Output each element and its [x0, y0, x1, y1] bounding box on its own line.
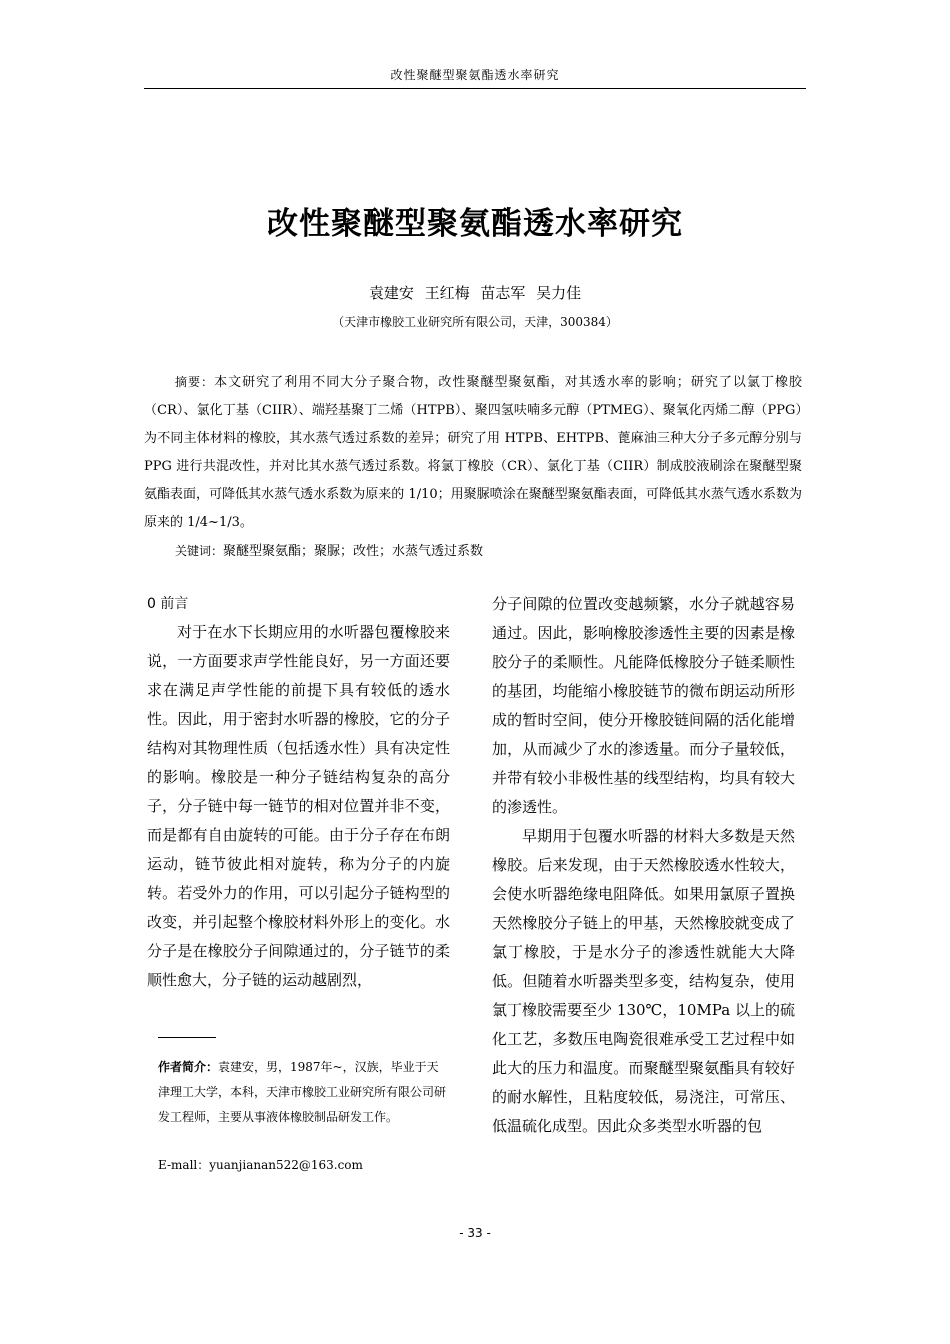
author-footnote: [158, 1055, 450, 1130]
section-heading: 0 前言: [147, 596, 189, 612]
body-paragraph: 分子间隙的位置改变越频繁，水分子就越容易通过。因此，影响橡胶渗透性主要的因素是橡胶分子的柔顺性。凡能降低橡胶分子链柔顺性的基团，均能缩小橡胶链节的微布朗运动所形成的暂时空间，使分开橡胶链间隔的活化能增加，从而减少了水的渗透量。而分子量较低，并带有较小非极性基的线型结构，均具有较大的渗透性。: [492, 595, 795, 816]
footnote-label: 作者简介：: [158, 1060, 219, 1074]
body-paragraph: 对于在水下长期应用的水听器包覆橡胶来说，一方面要求声学性能良好，另一方面还要求在满足声学性能的前提下具有较低的透水性。因此，用于密封水听器的橡胶，它的分子结构对其物理性质（包括透水性）具有决定性的影响。橡胶是一种分子链结构复杂的高分子，分子链中每一链节的相对位置并非不变，而是都有自由旋转的可能。由于分子存在布朗运动，链节彼此相对旋转，称为分子的内旋转。若受外力的作用，可以引起分子链构型的改变，并引起整个橡胶材料外形上的变化。水分子是在橡胶分子间隙通过的，分子链节的柔顺性愈大，分子链的运动越剧烈，: [147, 623, 450, 989]
body-paragraph: 早期用于包覆水听器的材料大多数是天然橡胶。后来发现，由于天然橡胶透水性较大，会使水听器绝缘电阻降低。如果用氯原子置换天然橡胶分子链上的甲基，天然橡胶就变成了氯丁橡胶，于是水分子的渗透性就能大大降低。但随着水听器类型多变，结构复杂，使用氯丁橡胶需要至少 130℃，10MPa 以上的硫化工艺，多数压电陶瓷很难承受工艺过程中如此大的压力和温度。而聚醚型聚氨酯具有较好的耐水解性，且粘度较低，易浇注，可常压、低温硫化成型。因此众多类型水听器的包: [492, 827, 795, 1135]
running-header: 改性聚醚型聚氨酯透水率研究: [390, 68, 560, 82]
footnote-text: 袁建安，男，1987年~，汉族，毕业于天津理工大学，本科，天津市橡胶工业研究所有限公司研发工程师，主要从事液体橡胶制品研发工作。: [158, 1060, 447, 1124]
keywords-text: 聚醚型聚氨酯；聚脲；改性；水蒸气透过系数: [223, 544, 484, 559]
author-email: E-mall：yuanjianan522@163.com: [158, 1158, 363, 1172]
header-rule: [144, 88, 806, 89]
abstract-label: 摘要：: [175, 375, 215, 389]
footnote-rule: [158, 1037, 216, 1038]
abstract: [144, 368, 802, 537]
affiliation: （天津市橡胶工业研究所有限公司，天津，300384）: [332, 315, 618, 329]
keywords: [175, 537, 483, 566]
left-column: [147, 590, 450, 995]
abstract-text: 本文研究了利用不同大分子聚合物，改性聚醚型聚氨酯，对其透水率的影响；研究了以氯丁橡胶（CR）、氯化丁基（CIIR）、端羟基聚丁二烯（HTPB）、聚四氢呋喃多元醇（PTMEG）、聚氧化丙烯二醇（PPG）为不同主体材料的橡胶，其水蒸气透过系数的差异；研究了用 HTPB、EHTPB、蓖麻油三种大分子多元醇分别与 PPG 进行共混改性，并对比其水蒸气透过系数。将氯丁橡胶（CR）、氯化丁基（CIIR）制成胶液刷涂在聚醚型聚氨酯表面，可降低其水蒸气透水系数为原来的 1/10；用聚脲喷涂在聚醚型聚氨酯表面，可降低其水蒸气透水系数为原来的 1/4~1/3。: [144, 375, 802, 530]
paper-title: 改性聚醚型聚氨酯透水率研究: [267, 206, 683, 242]
keywords-label: 关键词：: [175, 544, 224, 558]
author-list: 袁建安 王红梅 苗志军 吴力佳: [368, 284, 582, 302]
right-column: [492, 590, 795, 1141]
page-number: - 33 -: [459, 1226, 491, 1240]
